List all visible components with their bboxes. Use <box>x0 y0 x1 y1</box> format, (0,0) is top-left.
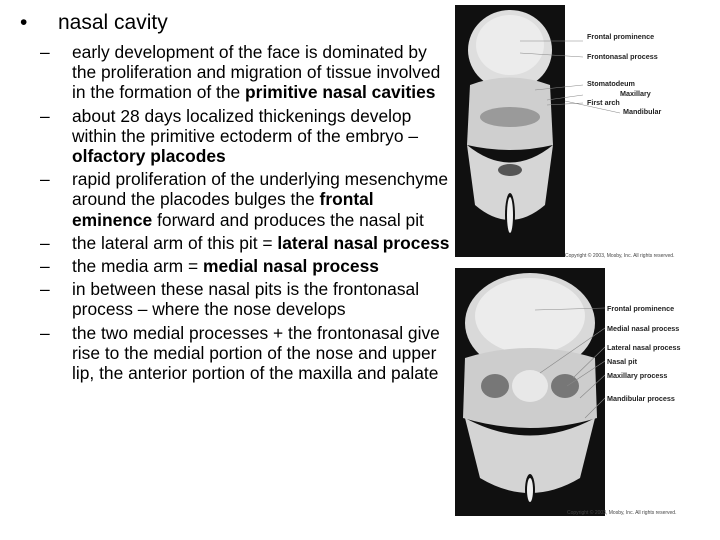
item-text: early development of the face is dominated by the proliferation and migration of tissue involved in the formation of the <box>72 42 441 103</box>
dash-symbol: – <box>40 232 50 253</box>
dash-symbol: – <box>40 105 50 126</box>
item-text: about 28 days localized thickenings develop within the primitive ectoderm of the embryo – <box>72 105 419 146</box>
dash-symbol: – <box>40 322 50 343</box>
sub-bullet-item <box>20 323 450 384</box>
dash-symbol: – <box>40 42 50 62</box>
sub-bullet-item <box>20 42 450 103</box>
dash-symbol: – <box>40 256 50 277</box>
copyright-1: Copyright © 2003, Mosby, Inc. All rights reserved. <box>565 253 675 259</box>
item-text: in between these nasal pits is the frontonasal process – where the nose develops <box>72 279 420 320</box>
item-text: rapid proliferation of the underlying mesenchyme around the placodes bulges the <box>72 169 449 210</box>
label-maxillary: Maxillary <box>620 89 651 98</box>
copyright-2: Copyright © 2003, Mosby, Inc. All rights reserved. <box>567 510 677 516</box>
embryo-figure-2 <box>455 268 705 518</box>
dash-symbol: – <box>40 279 50 300</box>
item-text: forward and produces the nasal pit <box>152 209 424 230</box>
bullet-heading: nasal cavity <box>58 11 168 34</box>
dash-symbol: – <box>40 169 50 190</box>
bold-term: frontal eminence <box>72 189 374 230</box>
embryo-photo-1 <box>455 5 705 260</box>
label-frontal-prominence: Frontal prominence <box>587 32 655 41</box>
label-mandibular: Mandibular <box>623 107 662 116</box>
sub-bullet-item <box>20 169 450 230</box>
sub-bullet-item <box>20 256 450 276</box>
sub-bullet-item <box>20 279 450 319</box>
embryo-figure-1 <box>455 5 705 260</box>
bold-term: lateral nasal process <box>277 232 450 253</box>
sub-bullet-item <box>20 233 450 253</box>
item-text: the media arm = <box>72 256 203 277</box>
label-frontal-prominence-2: Frontal prominence <box>607 304 675 313</box>
sub-bullet-item <box>20 106 450 167</box>
item-text: the lateral arm of this pit = <box>72 232 278 253</box>
label-first-arch: First arch <box>587 98 620 107</box>
main-bullet <box>20 10 450 36</box>
label-medial-nasal-process: Medial nasal process <box>607 324 680 333</box>
label-maxillary-process: Maxillary process <box>607 371 668 380</box>
item-text: the two medial processes + the frontonasal give rise to the medial portion of the nose and upper lip, the anterior portion of the maxilla and palate <box>72 322 440 384</box>
label-frontonasal-process: Frontonasal process <box>587 52 658 61</box>
bold-term: olfactory placodes <box>72 146 226 167</box>
bold-term: medial nasal process <box>202 256 379 277</box>
sub-bullet-list <box>20 42 450 383</box>
bold-term: primitive nasal cavities <box>245 82 436 103</box>
label-lateral-nasal-process: Lateral nasal process <box>607 343 681 352</box>
label-stomatodeum: Stomatodeum <box>587 79 635 88</box>
slide-text <box>20 10 450 386</box>
label-nasal-pit: Nasal pit <box>607 357 637 366</box>
label-mandibular-process: Mandibular process <box>607 394 675 403</box>
bullet-symbol: • <box>20 11 28 34</box>
